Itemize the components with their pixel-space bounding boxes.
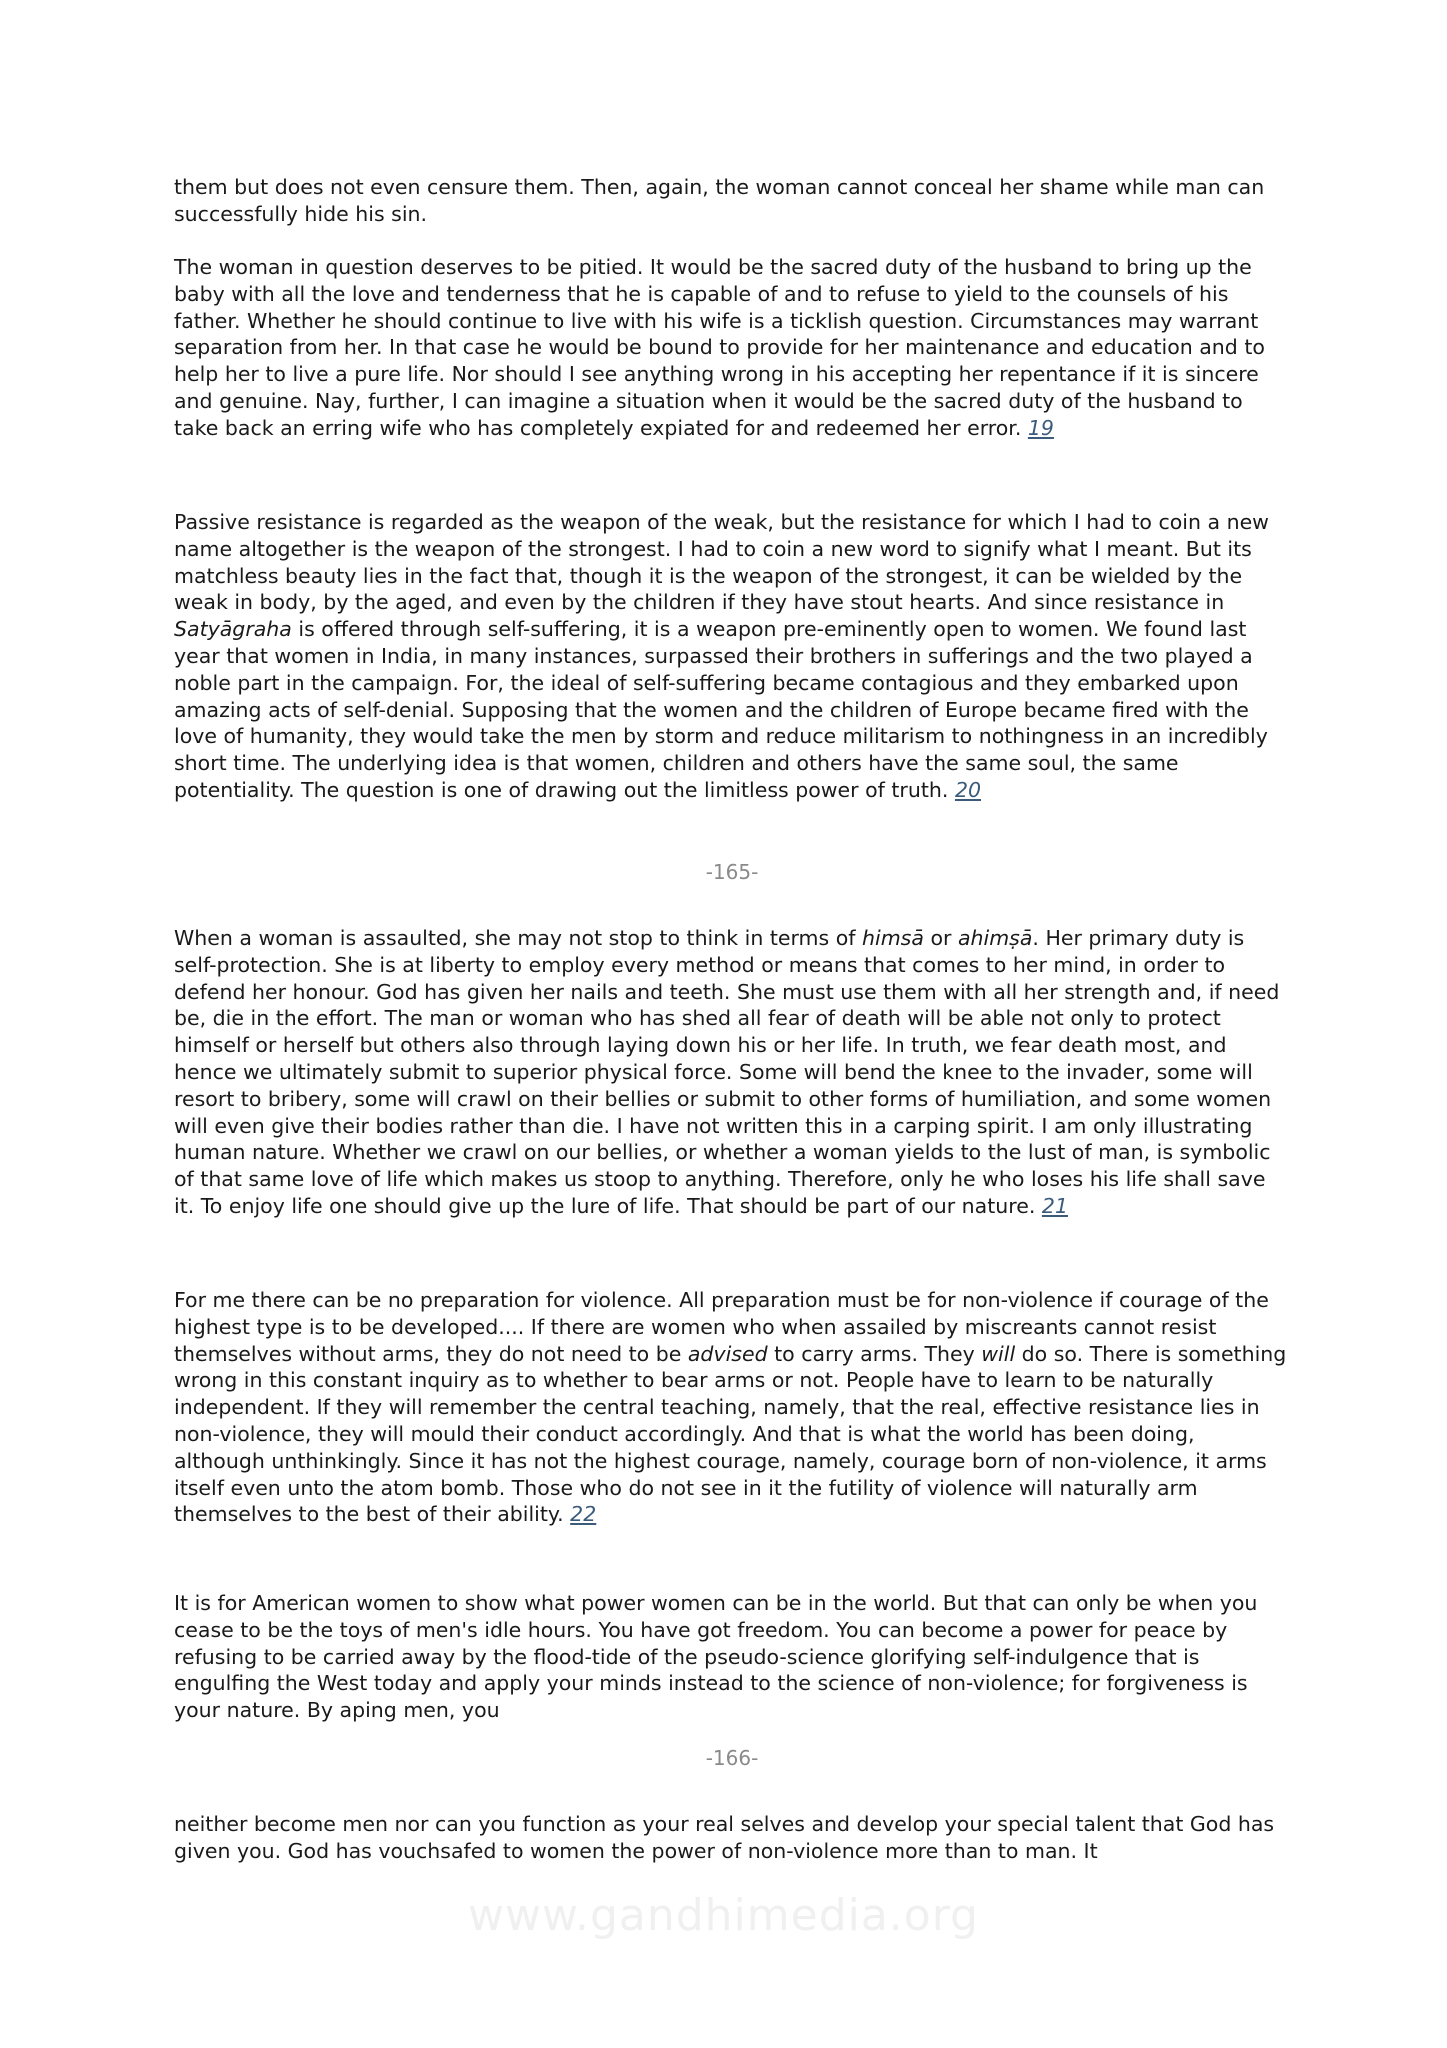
paragraph-text: them but does not even censure them. Then, again, the woman cannot conceal her shame while man can successfully hide his sin. bbox=[174, 175, 1265, 226]
italic-word-will: will bbox=[981, 1341, 1016, 1366]
page-number-166: -166- bbox=[705, 1746, 759, 1770]
paragraph-text: or bbox=[923, 926, 958, 950]
footnote-link-21[interactable]: 21 bbox=[1041, 1193, 1068, 1218]
footnote-link-22[interactable]: 22 bbox=[570, 1502, 597, 1527]
paragraph-text: It is for American women to show what power women can be in the world. But that can only be when you cease to be the toys of men's idle hours. You have got freedom. You can become a power for peace by refusing to be carried away by the flood-tide of the pseudo-science glorifying self-indulgence that is engulfing the West today and apply your minds instead to the science of non-violence; for forgiveness is your nature. By aping men, you bbox=[174, 1591, 1258, 1723]
paragraph-6 bbox=[174, 1590, 1290, 1724]
footnote-link-19[interactable]: 19 bbox=[1027, 415, 1054, 440]
paragraph-text: For me there can be no preparation for violence. All preparation must be for non-violence if courage of the highest type is to be developed.... If there are women who when assailed by miscreants cannot resist themselves without arms, they do not need to be bbox=[174, 1288, 1269, 1366]
paragraph-text: do so. There is something wrong in this constant inquiry as to whether to bear arms or not. People have to learn to be naturally independent. If they will remember the central teaching, namely, that the real, effective resistance lies in non-violence, they will mould their conduct accordingly. And that is what the world has been doing, although unthinkingly. Since it has not the highest courage, namely, courage born of non-violence, it arms itself even unto the atom bomb. Those who do not see in it the futility of violence will naturally arm themselves to the best of their ability. bbox=[174, 1341, 1287, 1527]
paragraph-text: The woman in question deserves to be pitied. It would be the sacred duty of the husband to bring up the baby with all the love and tenderness that he is capable of and to refuse to yield to the counsels of his father. Whether he should continue to live with his wife is a ticklish question. Circumstances may warrant separation from her. In that case he would be bound to provide for her maintenance and education and to help her to live a pure life. Nor should I see anything wrong in his accepting her repentance if it is sincere and genuine. Nay, further, I can imagine a situation when it would be the sacred duty of the husband to take back an erring wife who has completely expiated for and redeemed her error. bbox=[174, 255, 1265, 440]
italic-word-advised: advised bbox=[687, 1341, 768, 1366]
paragraph-7 bbox=[174, 1811, 1290, 1865]
italic-term-himsa: himsā bbox=[862, 926, 924, 950]
page-number-165: -165- bbox=[705, 860, 759, 884]
paragraph-text: When a woman is assaulted, she may not stop to think in terms of bbox=[174, 926, 863, 950]
paragraph-1 bbox=[174, 174, 1290, 228]
paragraph-2 bbox=[174, 254, 1290, 442]
paragraph-3 bbox=[174, 509, 1290, 804]
italic-term-ahimsa: ahimṣā bbox=[957, 926, 1033, 950]
paragraph-5 bbox=[174, 1287, 1290, 1528]
paragraph-4 bbox=[174, 925, 1290, 1220]
paragraph-text: is offered through self-suffering, it is a weapon pre-eminently open to women. We found last year that women in India, in many instances, surpassed their brothers in sufferings and the two played a noble part in the campaign. For, the ideal of self-suffering became contagious and they embarked upon amazing acts of self-denial. Supposing that the women and the children of Europe became fired with the love of humanity, they would take the men by storm and reduce militarism to nothingness in an incredibly short time. The underlying idea is that women, children and others have the same soul, the same potentiality. The question is one of drawing out the limitless power of truth. bbox=[174, 617, 1268, 802]
paragraph-text: . Her primary duty is self-protection. She is at liberty to employ every method or means that comes to her mind, in order to defend her honour. God has given her nails and teeth. She must use them with all her strength and, if need be, die in the effort. The man or woman who has shed all fear of death will be able not only to protect himself or herself but others also through laying down his or her life. In truth, we fear death most, and hence we ultimately submit to superior physical force. Some will bend the knee to the invader, some will resort to bribery, some will crawl on their bellies or submit to other forms of humiliation, and some women will even give their bodies rather than die. I have not written this in a carping spirit. I am only illustrating human nature. Whether we crawl on our bellies, or whether a woman yields to the lust of man, is symbolic of that same love of life which makes us stoop to anything. Therefore, only he who loses his life shall save it. To enjoy life one should give up the lure of life. That should be part of our nature. bbox=[174, 926, 1280, 1218]
watermark: www.gandhimedia.org bbox=[468, 1890, 979, 1941]
italic-term-satyagraha: Satyāgraha bbox=[174, 617, 292, 642]
footnote-link-20[interactable]: 20 bbox=[954, 777, 982, 802]
paragraph-text: neither become men nor can you function as your real selves and develop your special talent that God has given you. God has vouchsafed to women the power of non-violence more than to man. It bbox=[174, 1812, 1275, 1863]
paragraph-text: Passive resistance is regarded as the weapon of the weak, but the resistance for which I had to coin a new name altogether is the weapon of the strongest. I had to coin a new word to signify what I meant. But its matchless beauty lies in the fact that, though it is the weapon of the strongest, it can be wielded by the weak in body, by the aged, and even by the children if they have stout hearts. And since resistance in bbox=[174, 510, 1269, 615]
paragraph-text: to carry arms. They bbox=[767, 1341, 982, 1366]
